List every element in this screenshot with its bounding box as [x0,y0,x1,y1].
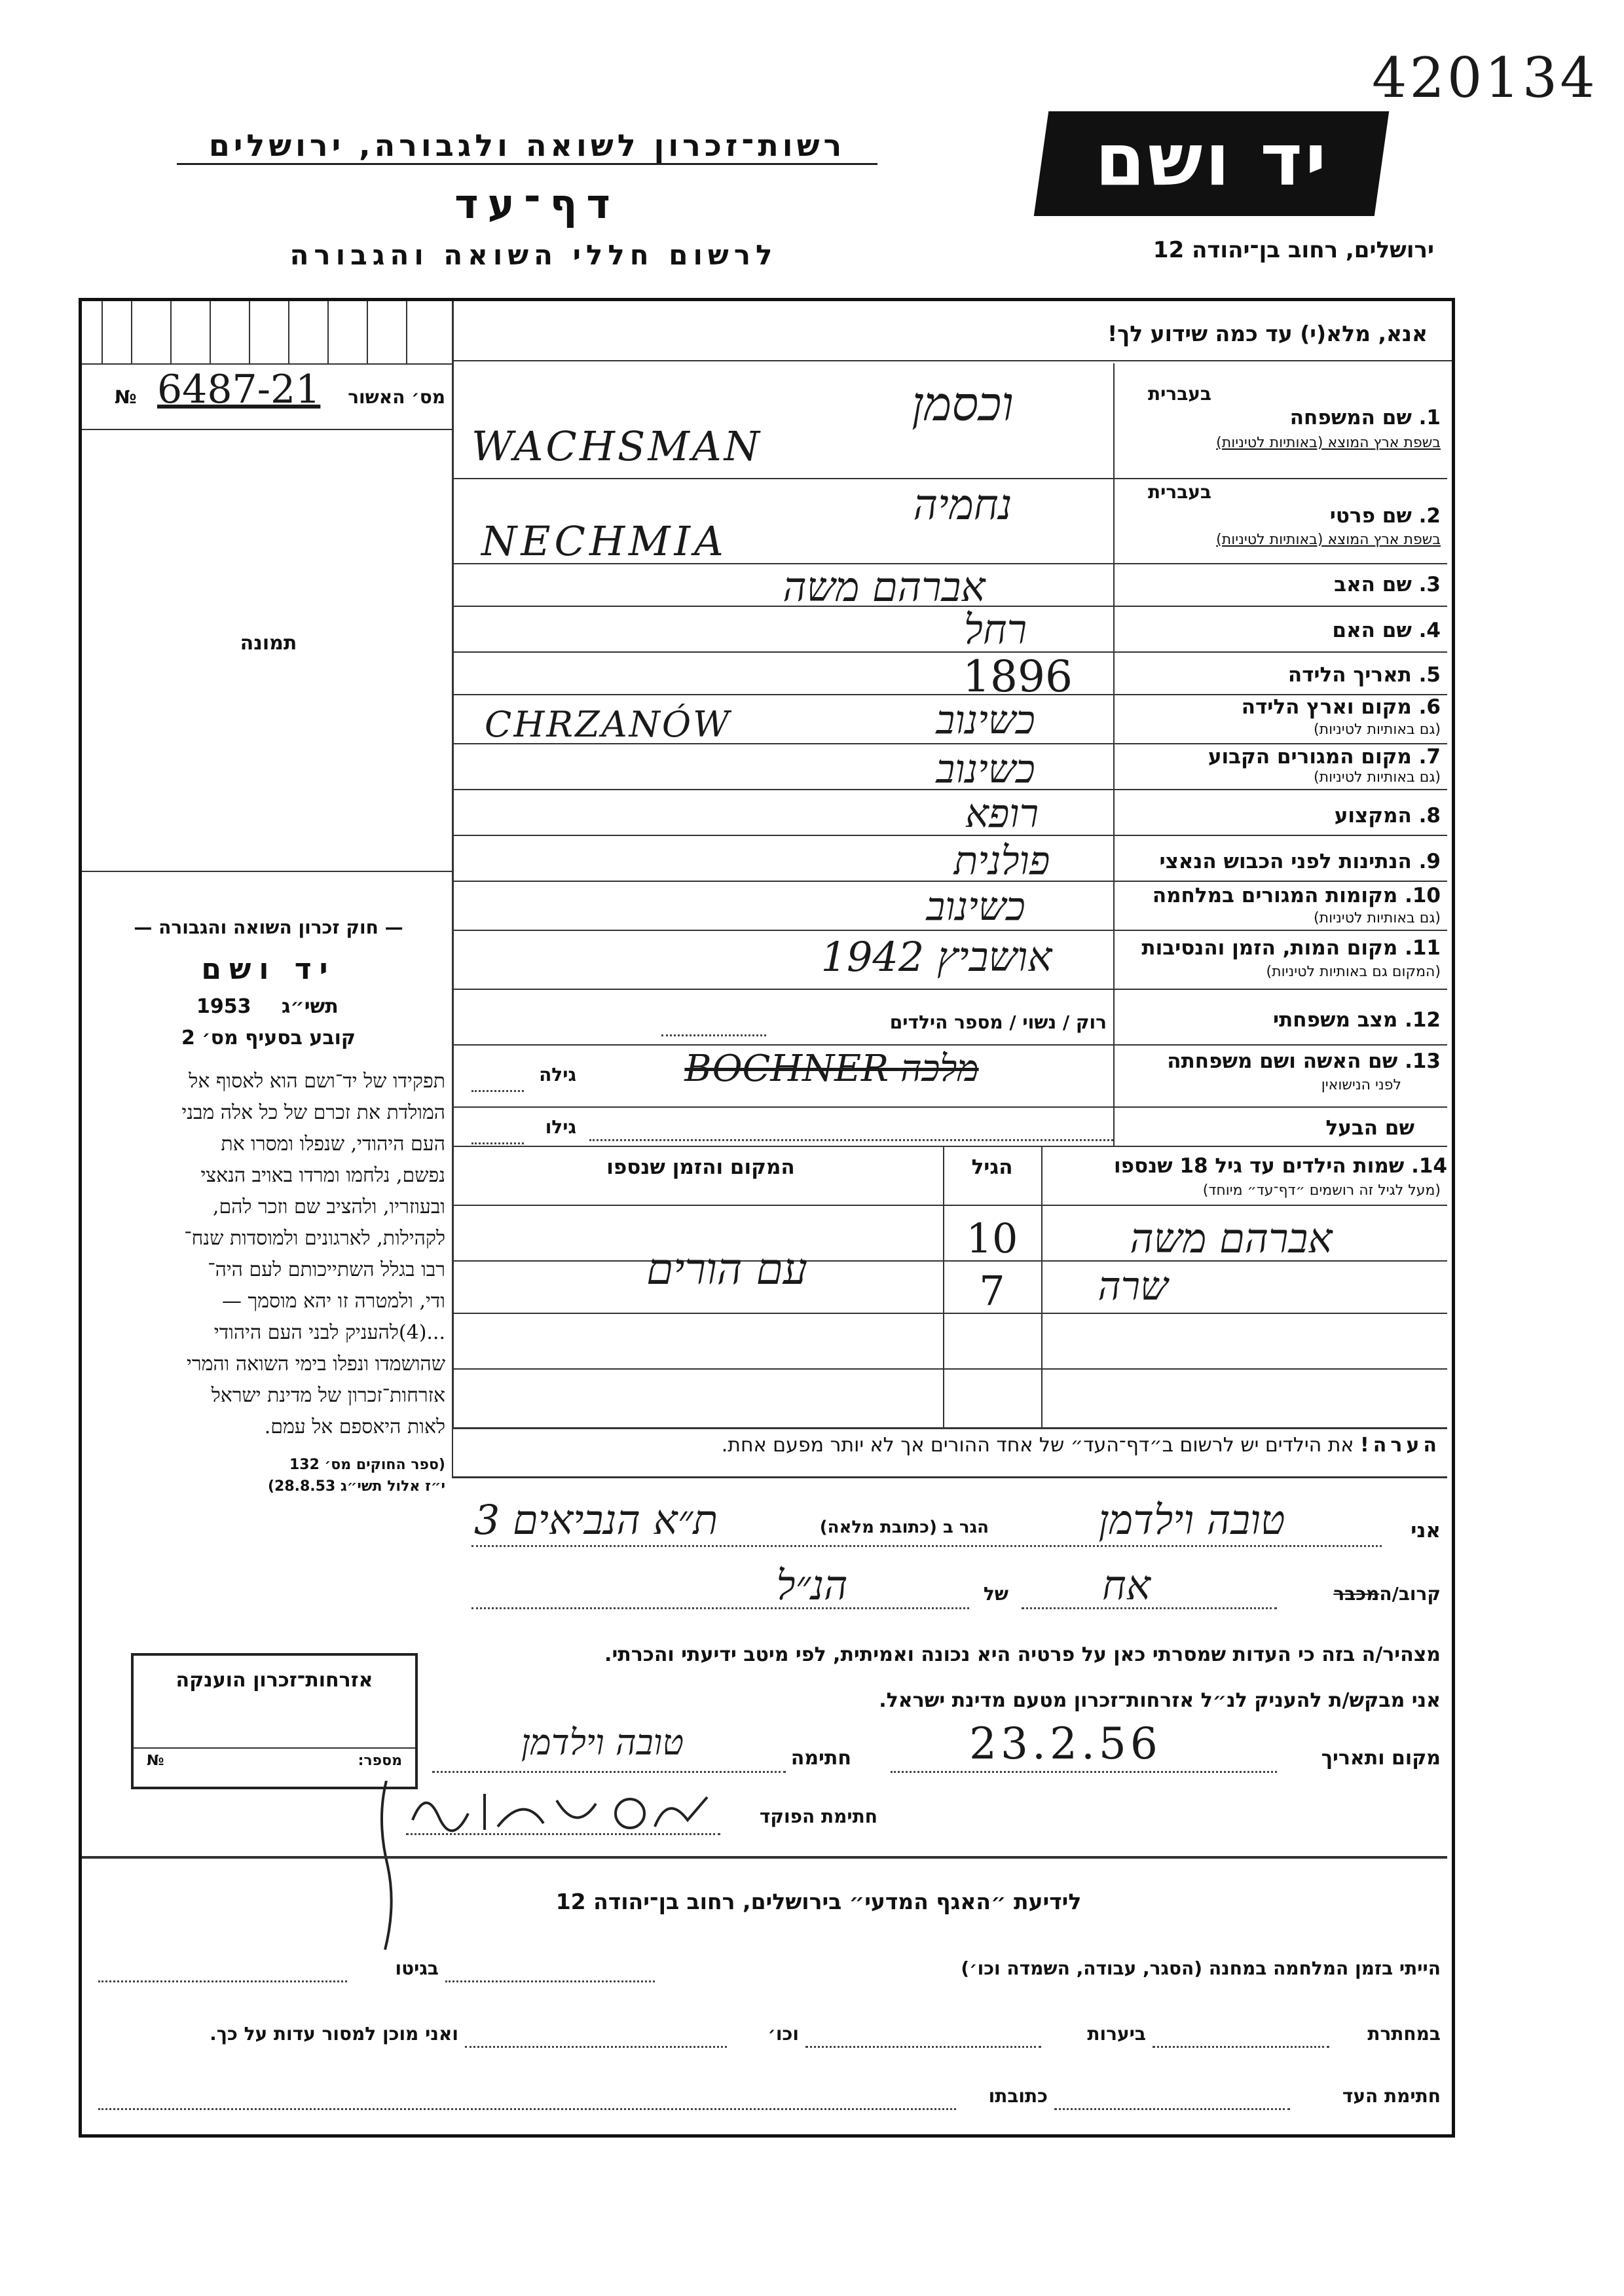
margin-stroke-line [373,1781,399,1951]
husband-age-label: גילו [545,1116,576,1138]
child-1-place: עם הורים [646,1244,807,1294]
bottom-address: כתובתו [988,2085,1048,2107]
children-title: 14. שמות הילדים עד גיל 18 שנספו [1114,1154,1447,1178]
form-name: דף־עד [454,180,619,228]
field-11-value: אושביץ 1942 [821,933,1052,981]
declarant-signature: טובה וילדמן [521,1722,684,1763]
children-place-header: המקום והזמן שנספו [606,1156,795,1179]
latin-note: (גם באותיות לטיניות) [1314,769,1441,786]
relation-struck: מכבר [1333,1583,1380,1605]
law-line: אזרחות־זכרון של מדינת ישראל [211,1384,445,1407]
relation-value: אח [1102,1561,1151,1609]
field-5-value: 1896 [963,651,1073,702]
children-note: (מעל לגיל זה רושמים ״דף־עד״ מיוחד) [1202,1182,1441,1199]
field-8-value: רופא [965,791,1039,837]
law-line: לאות היאספם אל עמם. [264,1415,445,1438]
law-title: — חוק זכרון השואה והגבורה — [134,917,403,938]
form-subtitle: לרשום חללי השואה והגבורה [289,239,778,271]
field-12-options: רוק / נשוי / מספר הילדים [889,1011,1107,1033]
address: ירושלים, רחוב בן־יהודה 12 [1153,237,1434,263]
latin-note: (גם באותיות לטיניות) [1314,910,1441,926]
declaration-date: 23.2.56 [969,1719,1162,1769]
field-12-label: 12. מצב משפחתי [1272,1008,1441,1032]
bottom-willing: ואני מוכן למסור עדות על כך. [210,2023,458,2045]
bottom-title: לידיעת ״האגף המדעי״ בירושלים, רחוב בן־יהודה 12 [555,1889,1082,1914]
declarant-ani: אני [1411,1519,1441,1542]
instruction: אנא, מלא(י) עד כמה שידוע לך! [1107,321,1428,346]
law-line: רבו בגלל השתייכותם לעם היה־ [208,1258,445,1281]
field-7-label: 7. מקום המגורים הקבוע [1208,745,1441,769]
law-line: ובעוזריו, ולהציב שם וזכר להם, [212,1195,445,1218]
field-2-hebrew-value: נחמיה [913,481,1012,530]
citizenship-number-label: מספר: [358,1753,402,1769]
husband-label: שם הבעל [1325,1116,1414,1140]
law-source-1: (ספר החוקים מס׳ 132 [289,1457,445,1473]
relative-label: קרוב/המכבר [1333,1583,1441,1605]
children-age-header: הגיל [971,1156,1013,1179]
of-label: של [983,1583,1008,1605]
place-date-label: מקום ותאריך [1321,1747,1441,1770]
bottom-etc: וכו׳ [767,2023,799,2045]
native-language-note: בשפת ארץ המוצא (באותיות לטיניות) [1216,435,1441,451]
citizenship-box-title: אזרחות־זכרון הוענקה [175,1669,373,1692]
field-3-value: אברהם משה [783,563,986,611]
law-text [92,1066,445,1443]
yad-vashem-logo [1034,111,1389,216]
bottom-witness-signature: חתימת העד [1342,2085,1441,2107]
law-line: המולדת את זכרם של כל אלה מבני [181,1101,445,1124]
approval-label: מס׳ האשור [348,386,445,408]
field-13-label: 13. שם האשה ושם משפחתה [1167,1049,1441,1073]
bottom-ghetto: בגיטו [395,1958,439,1979]
field-7-value: כשינוב [936,746,1035,792]
bottom-forests: ביערות [1087,2023,1146,2045]
field-9-label: 9. הנתינות לפני הכבוש הנאצי [1159,850,1441,873]
field-2-label: 2. שם פרטי [1329,504,1441,528]
declarant-name: טובה וילדמן [1098,1496,1285,1544]
field-13-sublabel: לפני הנישואין [1321,1077,1401,1093]
declarant-resides-label: הגר ב (כתובת מלאה) [819,1518,989,1537]
archive-number: 420134 [1372,46,1598,110]
field-1-latin-value: WACHSMAN [471,422,762,470]
field-1-label: 1. שם המשפחה [1289,406,1441,429]
bottom-underground: במחתרת [1367,2023,1441,2045]
of-value: הנ״ל [776,1561,848,1609]
native-language-note: בשפת ארץ המוצא (באותיות לטיניות) [1216,532,1441,548]
law-clause: קובע בסעיף מס׳ 2 [181,1027,356,1049]
field-6-label: 6. מקום וארץ הלידה [1241,695,1441,719]
field-6-latin-value: CHRZANÓW [485,704,731,745]
approval-no-sign: № [115,386,137,408]
logo-text: יד ושם [1095,118,1329,202]
authority-title: רשות־זכרון לשואה ולגבורה, ירושלים [177,128,877,165]
field-11-label: 11. מקום המות, הזמן והנסיבות [1141,936,1441,960]
field-1-hebrew-value: וכסמן [912,376,1014,431]
signature-label: חתימה [790,1747,851,1770]
hebrew-tag: בעברית [1147,481,1211,503]
field-4-value: רחל [963,606,1027,653]
field-6-hebrew-value: כשינוב [936,697,1035,743]
child-1-age: 10 [966,1214,1018,1262]
place-note: (המקום גם באותיות לטיניות) [1266,964,1441,980]
officer-label: חתימת הפוקד [759,1806,877,1827]
law-year-number: 1953 [196,995,251,1018]
field-8-label: 8. המקצוע [1334,804,1441,828]
declaration-text: מצהיר/ה בזה כי העדות שמסרתי כאן על פרטיה היא נכונה ואמיתית, לפי מיטב ידיעתי והכרתי. [604,1643,1441,1666]
field-13-value: BOCHNER מלכה [684,1048,979,1090]
law-year-hebrew: תשי״ג [282,995,339,1018]
margin-stroke [373,1781,399,1951]
field-13-age-label: גילה [539,1064,576,1085]
law-line: ודי, ולמטרה זו יהא מוסמך — [221,1290,445,1313]
law-line: ...(4)להעניק לבני העם היהודי [213,1321,445,1344]
request-text: אני מבקש/ת להעניק לנ״ל אזרחות־זכרון מטעם מדינת ישראל. [879,1689,1441,1712]
child-2-name: שרה [1098,1264,1168,1309]
officer-signature-scribble [406,1781,720,1840]
field-10-label: 10. מקומות המגורים במלחמה [1152,884,1441,907]
field-5-label: 5. תאריך הלידה [1287,663,1441,687]
declarant-address: ת״א הנביאים 3 [473,1496,718,1544]
photo-label: תמונה [240,632,297,655]
law-line: לקהילות, לארגונים ולמוסדות שנח־ [184,1227,445,1250]
child-2-age: 7 [979,1267,1005,1315]
note-row [458,1434,1441,1457]
law-line: העם היהודי, שנפלו ומסרו את [221,1133,445,1156]
field-9-value: פולנית [953,838,1050,884]
approval-number: 6487-21 [157,367,321,412]
officer-signature [406,1781,720,1840]
hebrew-tag: בעברית [1147,383,1211,405]
law-line: שהושמדו ונפלו בימי השואה והמרי [186,1353,445,1376]
law-source-2: י״ז אלול תשי״ג 28.8.53) [267,1478,445,1495]
bottom-line-1: הייתי בזמן המלחמה במחנה (הסגר, עבודה, השמדה וכו׳) [961,1958,1441,1979]
field-10-value: כשינוב [926,884,1025,930]
law-line: נפשם, נלחמו ומרדו באויב הנאצי [200,1164,445,1187]
note-text: את הילדים יש לרשום ב״דף־העד״ של אחד ההורים אך לא יותר מפעם אחת. [721,1434,1354,1457]
law-line: תפקידו של יד־ושם הוא לאסוף אל [189,1070,445,1093]
note-label: הערה! [1360,1434,1441,1457]
law-name: יד ושם [201,953,336,986]
citizenship-box [131,1653,418,1789]
latin-note: (גם באותיות לטיניות) [1314,721,1441,738]
field-3-label: 3. שם האב [1334,573,1441,596]
field-4-label: 4. שם האם [1332,619,1441,642]
field-2-latin-value: NECHMIA [481,517,728,565]
citizenship-no-sign: № [147,1753,164,1769]
child-1-name: אברהם משה [1130,1214,1333,1262]
